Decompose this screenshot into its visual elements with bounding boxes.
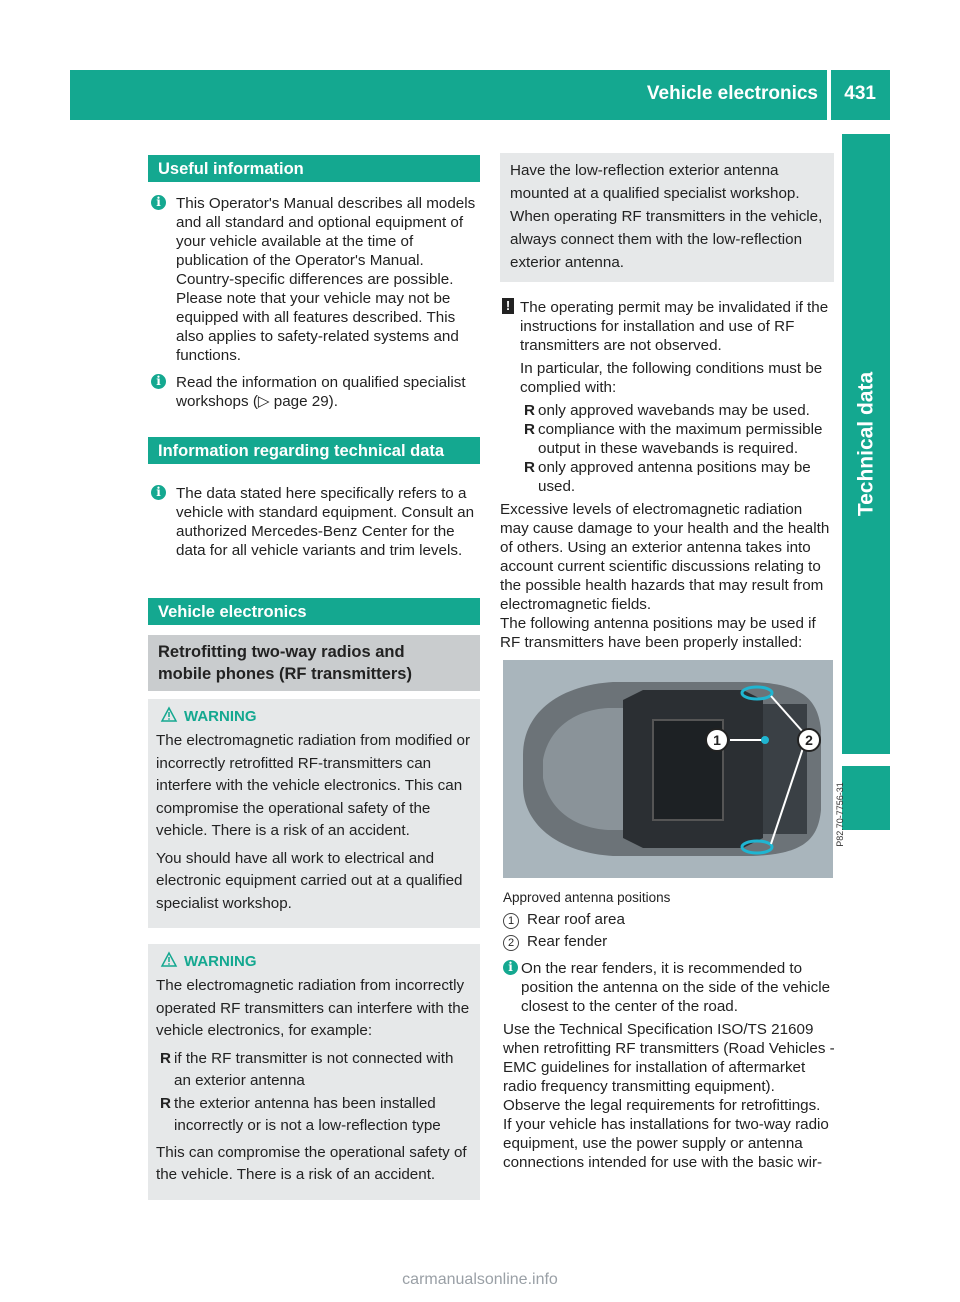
list-item: R if the RF transmitter is not connected with an exterior antenna [160, 1049, 454, 1089]
info-note-text: This Operator's Manual describes all models and all standard and optional equipment of your vehicle available at the time of publication of the Operator's Manual. Country-specific differences are possible. Please note that your vehicle may not be equipped with all features described. This also applies to safety-related systems and functions. [176, 195, 476, 364]
figure-code: P82.70-7756-31 [835, 782, 846, 847]
warning-heading: WARNING [156, 707, 472, 726]
paragraph: Observe the legal requirements for retrofittings. [503, 1097, 821, 1114]
info-icon: i [503, 960, 518, 975]
side-tab-label: Technical data [854, 371, 878, 517]
warning-box [148, 699, 480, 928]
warning-triangle-icon [161, 707, 177, 722]
section-heading-useful-info: Useful information [148, 155, 480, 182]
header-separator [827, 70, 831, 120]
list-item: R compliance with the maximum permissible output in these wavebands is required. [524, 421, 823, 457]
warning-heading: WARNING [156, 952, 472, 971]
svg-text:2: 2 [805, 732, 813, 748]
warning-text: The electromagnetic radiation from modified or incorrectly retrofitted RF-transmitters can interfere with the vehicle electronics. This can compromise the operational safety of the vehicle. There is a risk of an accident. [156, 732, 471, 839]
legend-item: 2 Rear fender [503, 932, 837, 951]
exclamation-icon: ! [502, 298, 514, 314]
list-item: R the exterior antenna has been installed incorrectly or is not a low-reflection type [160, 1094, 441, 1134]
section-heading-tech-data: Information regarding technical data [148, 437, 480, 464]
vehicle-antenna-figure [503, 660, 846, 878]
list-item: R only approved antenna positions may be used. [524, 459, 811, 495]
paragraph: Excessive levels of electromagnetic radiation may cause damage to your health and the health of others. Using an exterior antenna takes into account current scientific discussions relating to the possible health hazards that may result from electromagnetic fields. [500, 501, 830, 613]
info-note [148, 484, 480, 560]
info-icon: i [151, 485, 166, 500]
info-note: i On the rear fenders, it is recommended to position the antenna on the side of the vehicle closest to the center of the road. [503, 959, 837, 1016]
info-note [148, 373, 480, 411]
list-item: R only approved wavebands may be used. [524, 402, 810, 419]
legend-item: 1 Rear roof area [503, 910, 837, 929]
info-icon: i [151, 195, 166, 210]
paragraph: If your vehicle has installations for two-way radio equipment, use the power supply or antenna connections intended for use with the basic wir- [503, 1116, 829, 1171]
paragraph: Use the Technical Specification ISO/TS 21609 when retrofitting RF transmitters (Road Vehicles - EMC guidelines for installation of aftermarket radio frequency transmitting equipment). [503, 1021, 835, 1095]
warning-continuation-box: Have the low-reflection exterior antenna mounted at a qualified specialist workshop. When operating RF transmitters in the vehicle, always connect them with the low-reflection exterior antenna. [500, 153, 834, 282]
subsection-heading: Retrofitting two-way radios and mobile phones (RF transmitters) [148, 635, 480, 691]
svg-text:1: 1 [713, 732, 721, 748]
header-title: Vehicle electronics [646, 83, 818, 104]
side-tab [842, 134, 890, 1114]
info-note-text: The data stated here specifically refers to a vehicle with standard equipment. Consult an authorized Mercedes-Benz Center for the data for all vehicle variants and trim levels. [176, 485, 475, 559]
warning-text: The electromagnetic radiation from incorrectly operated RF transmitters can interfere with the vehicle electronics, for example: [156, 977, 470, 1039]
paragraph: The following antenna positions may be used if RF transmitters have been properly installed: [500, 615, 816, 651]
info-icon: i [151, 374, 166, 389]
warning-triangle-icon [161, 952, 177, 967]
legend-number: 1 [503, 913, 519, 929]
notice: ! The operating permit may be invalidated if the instructions for installation and use of RF transmitters are not observed. In particular, the following conditions must be complied with: R only approved wavebands may be used. R compliance with the maximum permissible output in these wavebands is required. R only approved antenna positions may be used. [500, 298, 834, 496]
watermark: carmanualsonline.info [402, 1271, 558, 1288]
warning-text: You should have all work to electrical and electronic equipment carried out at a qualified specialist workshop. [156, 849, 463, 912]
page-number: 431 [844, 83, 876, 104]
figure-caption: Approved antenna positions [503, 890, 671, 905]
page-header-bar [70, 70, 890, 120]
legend-number: 2 [503, 935, 519, 951]
info-note-text: Read the information on qualified specialist workshops (▷ page 29). [176, 374, 466, 410]
info-note [148, 194, 480, 365]
section-heading-vehicle-electronics: Vehicle electronics [148, 598, 480, 625]
warning-box [148, 944, 480, 1200]
warning-text: This can compromise the operational safety of the vehicle. There is a risk of an accident. [156, 1143, 467, 1183]
car-top-view-illustration [503, 660, 833, 878]
